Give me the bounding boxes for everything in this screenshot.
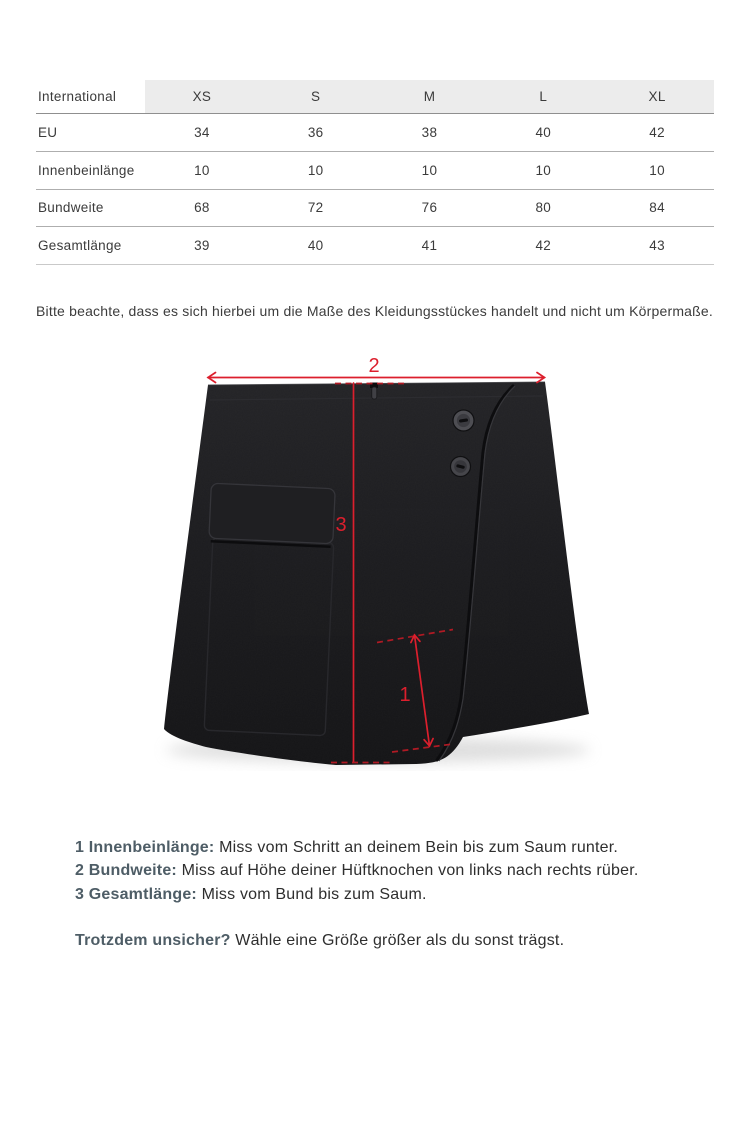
size-value-cell: 42: [486, 227, 600, 265]
size-value-cell: 84: [600, 189, 714, 227]
size-value-cell: 36: [259, 114, 373, 152]
pocket-flap: [209, 483, 335, 544]
size-value-cell: 68: [145, 189, 259, 227]
row-label: EU: [36, 114, 145, 152]
size-value-cell: 80: [486, 189, 600, 227]
size-advice: [75, 929, 715, 952]
length-annotation-label: 3: [335, 514, 347, 536]
size-value-cell: 40: [486, 114, 600, 152]
button-bottom: [451, 457, 471, 477]
row-label: Bundweite: [36, 189, 145, 227]
garment-measure-note: Bitte beachte, dass es sich hierbei um die Maße des Kleidungsstückes handelt und nicht um Körpermaße.: [36, 303, 713, 319]
skort-diagram: [0, 350, 750, 790]
measurement-legend: [75, 836, 715, 953]
legend-item-text: Miss vom Schritt an deinem Bein bis zum Saum runter.: [214, 839, 619, 856]
legend-item: [75, 836, 715, 859]
annotation-waist-width: [208, 355, 545, 384]
size-value-cell: 10: [259, 151, 373, 189]
size-table-body: [36, 114, 714, 265]
header-row: [36, 80, 714, 114]
row-label: Innenbeinlänge: [36, 151, 145, 189]
legend-items: [75, 836, 715, 906]
legend-item-text: Miss auf Höhe deiner Hüftknochen von links nach rechts rüber.: [176, 862, 639, 880]
legend-item: [75, 859, 715, 882]
size-value-cell: 41: [373, 227, 487, 265]
column-header-m: M: [373, 80, 487, 114]
table-row: [36, 151, 714, 189]
waist-annotation-label: 2: [368, 355, 380, 377]
row-label: Gesamtlänge: [36, 227, 145, 265]
column-header-s: S: [259, 80, 373, 114]
size-advice-text: Wähle eine Größe größer als du sonst trägst.: [230, 932, 565, 950]
size-value-cell: 72: [259, 189, 373, 227]
size-value-cell: 34: [145, 114, 259, 152]
legend-item-label: 2 Bundweite:: [75, 862, 177, 880]
size-value-cell: 42: [600, 114, 714, 152]
size-value-cell: 43: [600, 227, 714, 265]
size-table: [36, 80, 714, 265]
button-top: [453, 410, 474, 431]
size-value-cell: 10: [486, 151, 600, 189]
column-header-xs: XS: [145, 80, 259, 114]
size-table-header: [36, 80, 714, 114]
size-value-cell: 10: [600, 151, 714, 189]
legend-item-label: 1 Innenbeinlänge:: [75, 839, 215, 856]
size-advice-label: Trotzdem unsicher?: [75, 932, 231, 950]
inseam-annotation-label: 1: [399, 684, 411, 706]
table-row: [36, 114, 714, 152]
size-value-cell: 38: [373, 114, 487, 152]
size-value-cell: 10: [373, 151, 487, 189]
size-value-cell: 39: [145, 227, 259, 265]
column-header-xl: XL: [600, 80, 714, 114]
legend-item-label: 3 Gesamtlänge:: [75, 885, 197, 903]
size-value-cell: 10: [145, 151, 259, 189]
size-value-cell: 40: [259, 227, 373, 265]
product-figure: [0, 350, 750, 790]
table-row: [36, 227, 714, 265]
legend-item-text: Miss vom Bund bis zum Saum.: [196, 885, 427, 903]
size-value-cell: 76: [373, 189, 487, 227]
table-corner-label: International: [36, 80, 145, 114]
legend-item: [75, 883, 715, 906]
table-row: [36, 189, 714, 227]
fabric-texture: [160, 378, 595, 770]
column-header-l: L: [486, 80, 600, 114]
